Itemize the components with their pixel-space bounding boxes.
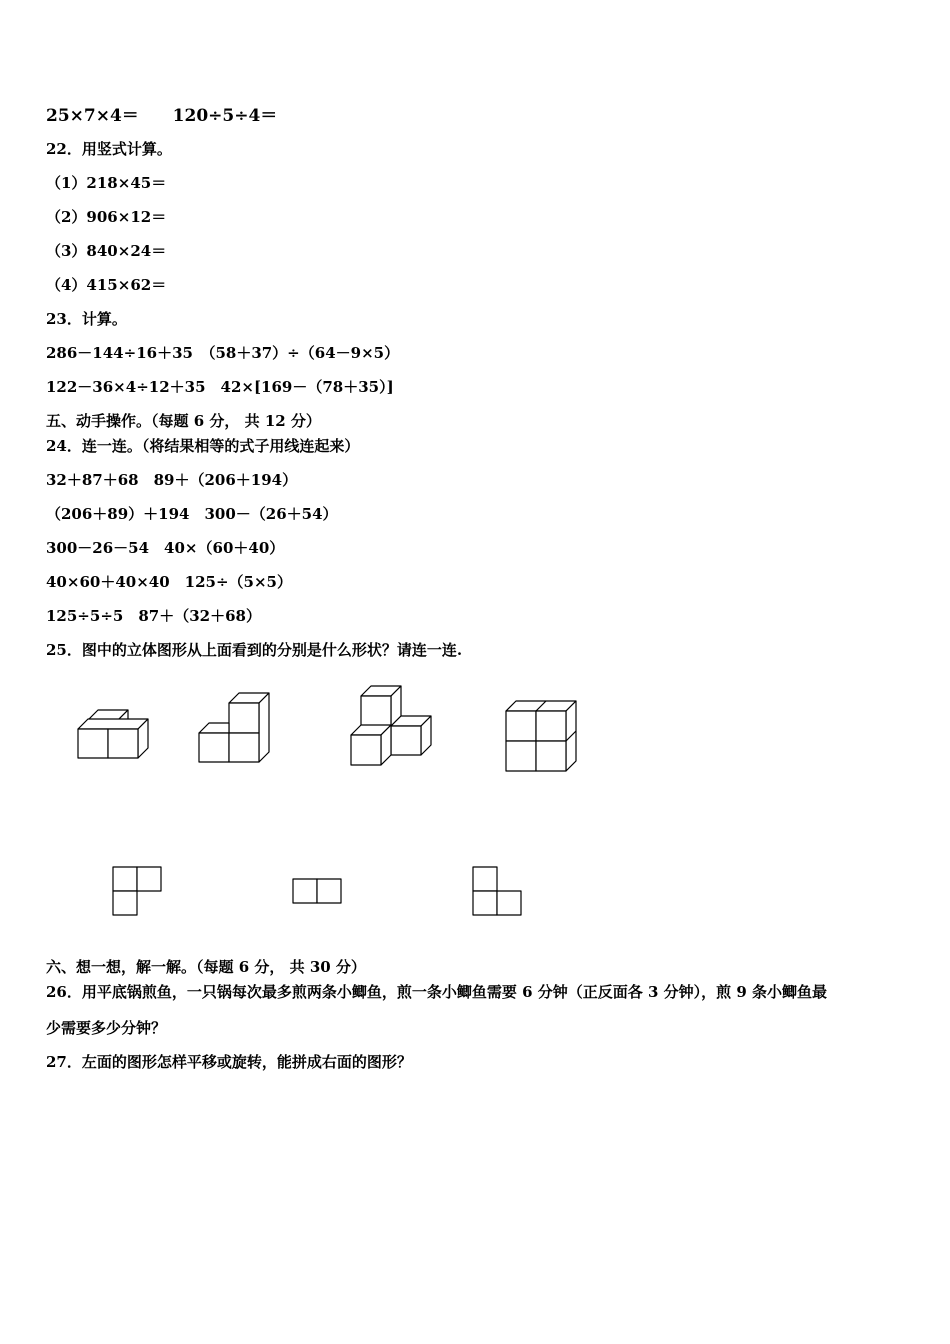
q22-item-4: （4）415×62＝ (46, 276, 167, 294)
solid-3 (351, 686, 431, 765)
top-view-1 (113, 867, 161, 915)
q22-item-3: （3）840×24＝ (46, 242, 167, 260)
q27-title: 27．左面的图形怎样平移或旋转，能拼成右面的图形？ (46, 1053, 412, 1071)
q23-title: 23．计算。 (46, 310, 127, 328)
q24-row-3: 300－26－54 40×（60＋40） (46, 539, 285, 557)
top-view-3 (473, 867, 521, 915)
q25-title: 25．图中的立体图形从上面看到的分别是什么形状？请连一连. (46, 641, 463, 659)
q24-row-2: （206＋89）＋194 300－（26＋54） (46, 505, 338, 523)
q22-item-2: （2）906×12＝ (46, 208, 167, 226)
section-5-title: 五、动手操作。（每题 6 分， 共 12 分） (46, 412, 321, 430)
section-6-title: 六、想一想，解一解。（每题 6 分， 共 30 分） (46, 958, 366, 976)
top-view-2 (293, 879, 341, 903)
q26-line-1: 26．用平底锅煎鱼，一只锅每次最多煎两条小鲫鱼，煎一条小鲫鱼需要 6 分钟（正反面各 3 分钟），煎 9 条小鲫鱼最 (46, 983, 828, 1001)
solid-4 (506, 701, 576, 771)
solid-1 (78, 710, 148, 758)
solid-2 (199, 693, 269, 762)
q21-expr1: 25×7×4＝ (46, 106, 139, 126)
q24-row-4: 40×60＋40×40 125÷（5×5） (46, 573, 292, 591)
q24-row-1: 32＋87＋68 89＋（206＋194） (46, 471, 298, 489)
q24-row-5: 125÷5÷5 87＋（32＋68） (46, 607, 261, 625)
q24-title: 24．连一连。（将结果相等的式子用线连起来） (46, 437, 360, 455)
q21-expr2: 120÷5÷4＝ (172, 106, 278, 126)
q26-line-2: 少需要多少分钟？ (46, 1019, 167, 1037)
q22-title: 22．用竖式计算。 (46, 140, 172, 158)
q23-row-2: 122－36×4÷12＋35 42×[169－（78＋35）] (46, 378, 394, 396)
q23-row-1: 286－144÷16＋35 （58＋37）÷（64－9×5） (46, 344, 400, 362)
q22-item-1: （1）218×45＝ (46, 174, 167, 192)
